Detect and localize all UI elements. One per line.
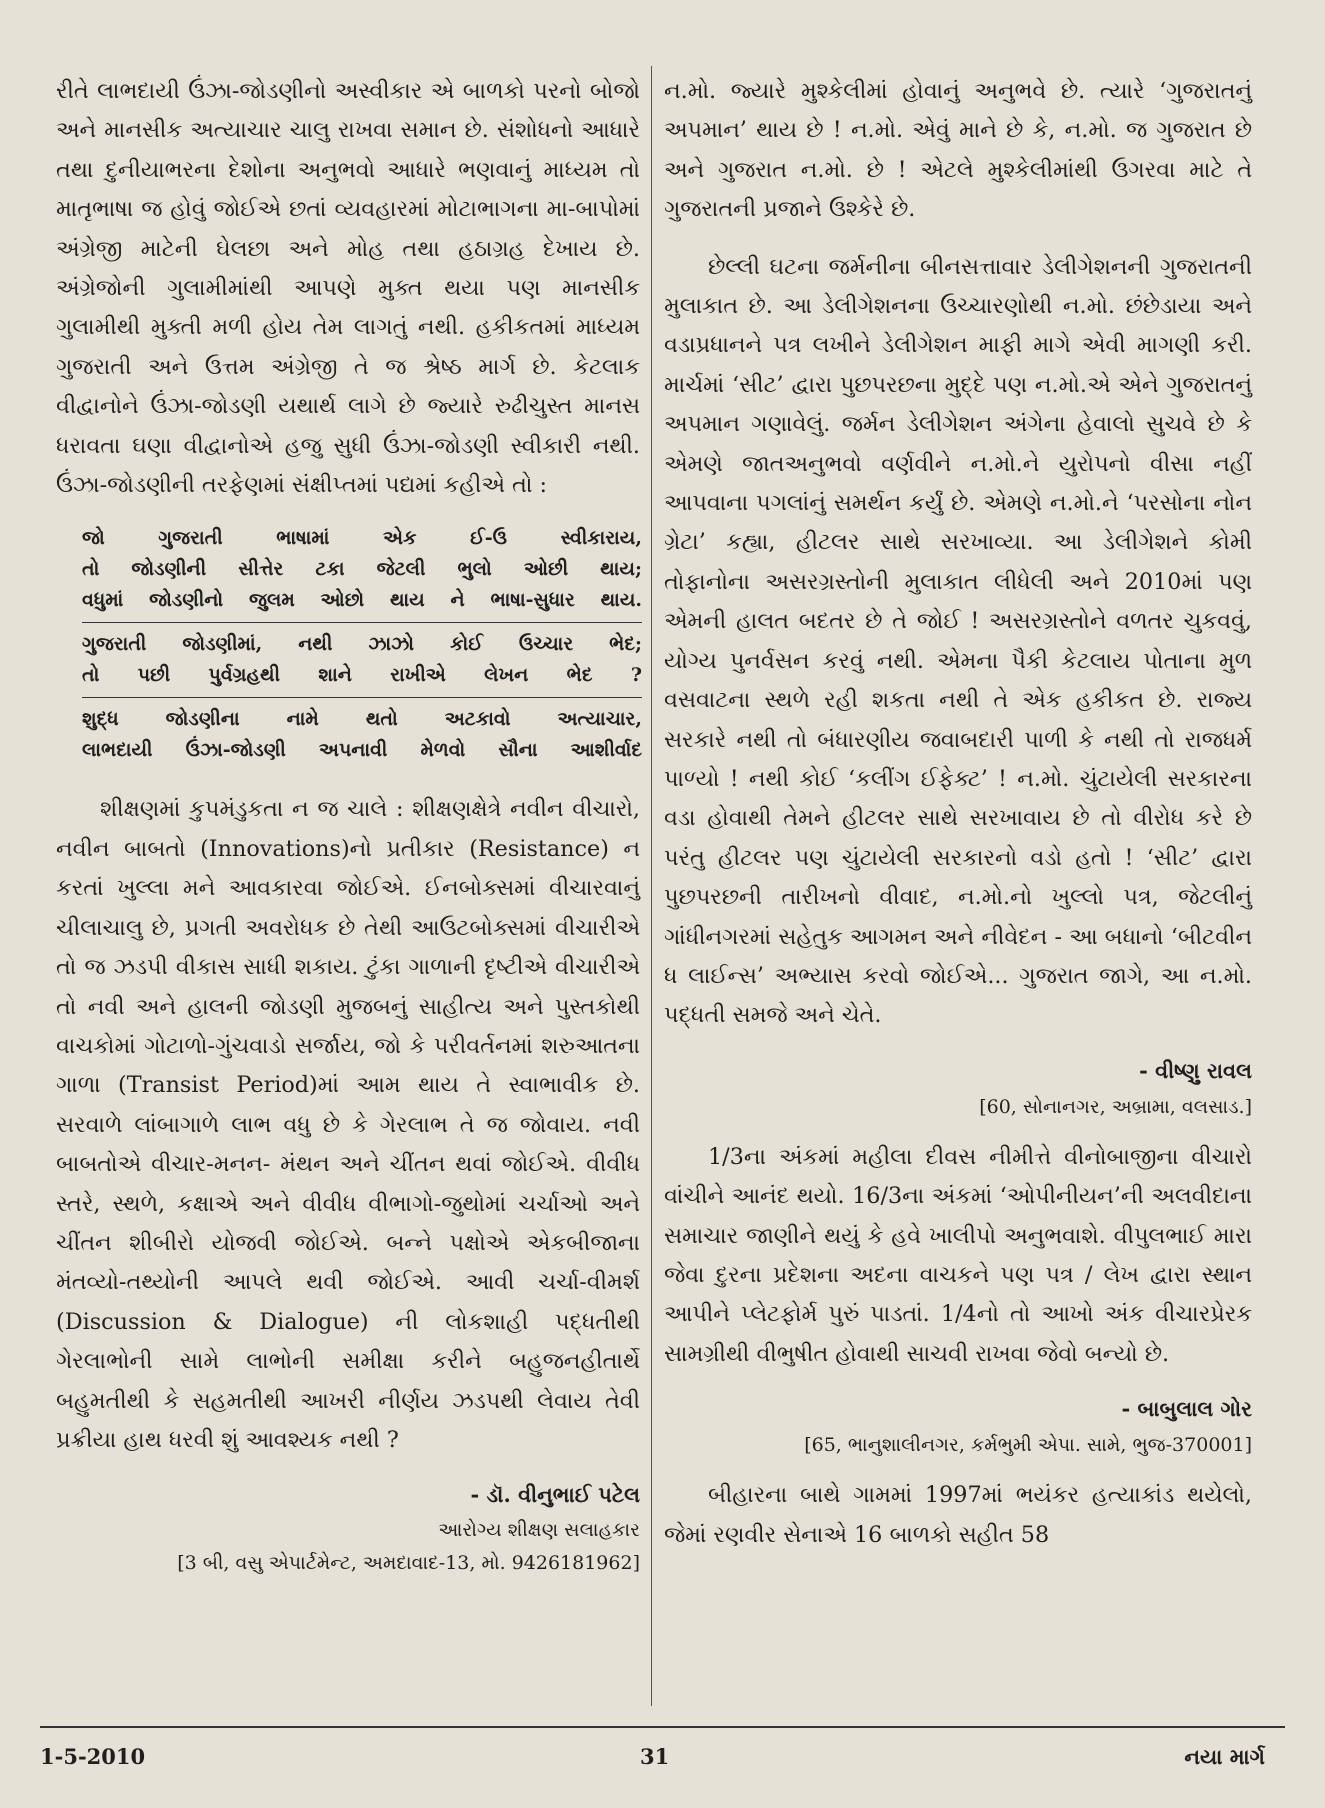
footer-date: 1-5-2010: [40, 1744, 146, 1769]
poem-line: શુદ્ધ જોડણીના નામે થતો અટકાવો અત્યાચાર,: [82, 708, 642, 731]
column-divider: [651, 66, 652, 1706]
footer-rule: [40, 1726, 1285, 1728]
poem-line: ગુજરાતી જોડણીમાં, નથી ઝાઝો કોઈ ઉચ્ચાર ભેદ;: [82, 633, 642, 656]
poem-stanza-2: [82, 629, 642, 698]
magazine-name: નયા માર્ગ: [1184, 1744, 1265, 1769]
poem-line: લાભદાયી ઉંઝા-જોડણી અપનાવી મેળવો સૌના આશીર્વાદ: [82, 739, 642, 762]
left-paragraph-2: શીક્ષણમાં કુપમંડુકતા ન જ ચાલે : શીક્ષણક્ષેત્રે નવીન વીચારો, નવીન બાબતો (Innovations)નો પ્રતીકાર (Resistance) ન કરતાં ખુલ્લા મને આવકારવા જોઈએ. ઈનબોક્સમાં વીચારવાનું ચીલાચાલુ છે, પ્રગતી અવરોધક છે તેથી આઉટબોક્સમાં વીચારીએ તો જ ઝડપી વીકાસ સાધી શકાય. ટુંકા ગાળાની દૃષ્ટીએ વીચારીએ તો નવી અને હાલની જોડણી મુજબનું સાહીત્ય અને પુસ્તકોથી વાચકોમાં ગોટાળો-ગુંચવાડો સર્જાય, જો કે પરીવર્તનમાં શરુઆતના ગાળા (Transist Period)માં આમ થાય તે સ્વાભાવીક છે. સરવાળે લાંબાગાળે લાભ વધુ છે કે ગેરલાભ તે જ જોવાય. નવી બાબતોએ વીચાર-મનન- મંથન અને ચીંતન થવાં જોઈએ. વીવીધ સ્તરે, સ્થળે, કક્ષાએ અને વીવીધ વીભાગો-જુથોમાં ચર્ચાઓ અને ચીંતન શીબીરો યોજવી જોઈએ. બન્ને પક્ષોએ એકબીજાના મંતવ્યો-તથ્યોની આપલે થવી જોઈએ. આવી ચર્ચા-વીમર્શ (Discussion & Dialogue) ની લોકશાહી પદ્ધતીથી ગેરલાભોની સામે લાભોની સમીક્ષા કરીને બહુજનહીતાર્થે બહુમતીથી કે સહમતીથી આખરી નીર્ણય ઝડપથી લેવાય તેવી પ્રક્રીયા હાથ ધરવી શું આવશ્યક નથી ?: [56, 796, 640, 1453]
author-role: આરોગ્ય શીક્ષણ સલાહકાર: [438, 1519, 640, 1542]
right-paragraph-3: 1/3ના અંકમાં મહીલા દીવસ નીમીત્તે વીનોબાજીના વીચારો વાંચીને આનંદ થયો. 16/3ના અંકમાં ‘ઓપીનીયન’ની અલવીદાના સમાચાર જાણીને થયું કે હવે ખાલીપો અનુભવાશે. વીપુલભાઈ મારા જેવા દુરના પ્રદેશના અદના વાચકને પણ પત્ર / લેખ દ્વારા સ્થાન આપીને પ્લેટફોર્મ પુરું પાડતાં. 1/4નો તો આખો અંક વીચારપ્રેરક સામગ્રીથી વીભુષીત હોવાથી સાચવી રાખવા જેવો બન્યો છે.: [664, 1143, 1252, 1367]
right-paragraph-4: બીહારના બાથે ગામમાં 1997માં ભયંકર હત્યાકાંડ થયેલો, જેમાં રણવીર સેનાએ 16 બાળકો સહીત 58: [664, 1482, 1252, 1548]
poem: [82, 523, 642, 772]
left-paragraph-1: રીતે લાભદાયી ઉંઝા-જોડણીનો અસ્વીકાર એ બાળકો પરનો બોજો અને માનસીક અત્યાચાર ચાલુ રાખવા સમાન છે. સંશોધનો આધારે તથા દુનીયાભરના દેશોના અનુભવો આધારે ભણવાનું માધ્યમ તો માતૃભાષા જ હોવું જોઈએ છતાં વ્યવહારમાં મોટાભાગના મા-બાપોમાં અંગ્રેજી માટેની ઘેલછા અને મોહ તથા હઠાગ્રહ દેખાય છે. અંગ્રેજોની ગુલામીમાંથી આપણે મુક્ત થયા પણ માનસીક ગુલામીથી મુક્તી મળી હોય તેમ લાગતું નથી. હકીકતમાં માધ્યમ ગુજરાતી અને ઉત્તમ અંગ્રેજી તે જ શ્રેષ્ઠ માર્ગ છે. કેટલાક વીદ્વાનોને ઉંઝા-જોડણી યથાર્થ લાગે છે જ્યારે રુઢીચુસ્ત માનસ ધરાવતા ઘણા વીદ્વાનોએ હજુ સુધી ઉંઝા-જોડણી સ્વીકારી નથી. ઉંઝા-જોડણીની તરફેણમાં સંક્ષીપ્તમાં પદ્યમાં કહીએ તો :: [56, 78, 640, 499]
author-signature: - ડૉ. વીનુભાઈ પટેલ: [470, 1482, 640, 1508]
author-signature: - બાબુલાલ ગોર: [1121, 1396, 1252, 1422]
poem-line: તો જોડણીની સીત્તેર ટકા જેટલી ભુલો ઓછી થાય;: [82, 558, 642, 581]
author-address: [3 બી, વસુ એપાર્ટમેન્ટ, અમદાવાદ-13, મો. 9426181962]: [177, 1552, 640, 1575]
poem-stanza-1: [82, 523, 642, 623]
page-number: 31: [640, 1744, 670, 1769]
right-paragraph-1: ન.મો. જ્યારે મુશ્કેલીમાં હોવાનું અનુભવે છે. ત્યારે ‘ગુજરાતનું અપમાન’ થાય છે ! ન.મો. એવું માને છે કે, ન.મો. જ ગુજરાત છે અને ગુજરાત ન.મો. છે ! એટલે મુશ્કેલીમાંથી ઉગરવા માટે તે ગુજરાતની પ્રજાને ઉશ્કેરે છે.: [664, 78, 1252, 223]
left-column: [56, 72, 640, 1594]
right-paragraph-2: છેલ્લી ઘટના જર્મનીના બીનસત્તાવાર ડેલીગેશનની ગુજરાતની મુલાકાત છે. આ ડેલીગેશનના ઉચ્ચારણોથી ન.મો. છંછેડાયા અને વડાપ્રધાનને પત્ર લખીને ડેલીગેશન માફી માગે એવી માગણી કરી. માર્ચમાં ‘સીટ’ દ્વારા પુછપરછના મુદ્દે પણ ન.મો.એ એને ગુજરાતનું અપમાન ગણાવેલું. જર્મન ડેલીગેશન અંગેના હેવાલો સુચવે છે કે એમણે જાતઅનુભવો વર્ણવીને ન.મો.ને યુરોપનો વીસા નહીં આપવાના પગલાંનું સમર્થન કર્યું છે. એમણે ન.મો.ને ‘પરસોના નોન ગ્રેટા’ કહ્યા, હીટલર સાથે સરખાવ્યા. આ ડેલીગેશને કોમી તોફાનોના અસરગ્રસ્તોની મુલાકાત લીધેલી અને 2010માં પણ એમની હાલત બદતર છે તે જોઈ ! અસરગ્રસ્તોને વળતર ચુકવવું, યોગ્ય પુનર્વસન કરવું નથી. એમના પૈકી કેટલાય પોતાના મુળ વસવાટના સ્થળે રહી શકતા નથી તે એક હકીકત છે. રાજ્ય સરકારે નથી તો બંધારણીય જવાબદારી પાળી કે નથી તો રાજધર્મ પાળ્યો ! નથી કોઈ ‘કલીંગ ઈફેક્ટ’ ! ન.મો. ચુંટાયેલી સરકારના વડા હોવાથી તેમને હીટલર સાથે સરખાવાય છે તો વીરોધ કરે છે પરંતુ હીટલર પણ ચુંટાયેલી સરકારનો વડો હતો ! ‘સીટ’ દ્વારા પુછપરછની તારીખનો વીવાદ, ન.મો.નો ખુલ્લો પત્ર, જેટલીનું ગાંધીનગરમાં સહેતુક આગમન અને નીવેદન - આ બધાનો ‘બીટવીન ધ લાઈન્સ’ અભ્યાસ કરવો જોઈએ... ગુજરાત જાગે, આ ન.મો. પદ્ધતી સમજે અને ચેતે.: [664, 253, 1252, 1029]
poem-line: જો ગુજરાતી ભાષામાં એક ઈ-ઉ સ્વીકારાય,: [82, 527, 642, 550]
poem-line: તો પછી પુર્વગ્રહથી શાને રાખીએ લેખન ભેદ ?: [82, 664, 642, 687]
author-signature: - વીષ્ણુ રાવલ: [1139, 1057, 1252, 1083]
author-address: [65, ભાનુશાલીનગર, કર્મભુમી એપા. સામે, ભુજ-370001]: [804, 1434, 1252, 1457]
right-column: [664, 72, 1252, 1573]
author-address: [60, સોનાનગર, અબ્રામા, વલસાડ.]: [979, 1095, 1252, 1118]
poem-line: વધુમાં જોડણીનો જુલમ ઓછો થાય ને ભાષા-સુધાર થાય.: [82, 589, 642, 612]
poem-stanza-3: [82, 704, 642, 772]
